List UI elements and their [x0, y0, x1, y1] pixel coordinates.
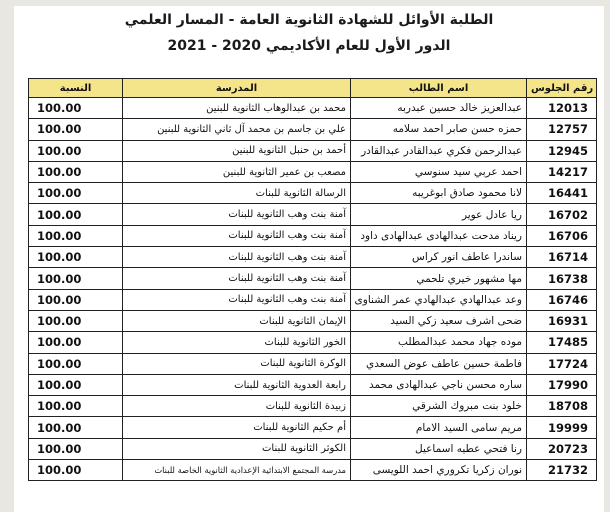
- table-row: [29, 204, 597, 225]
- student-cell: احمد عربي سيد سنوسي: [351, 161, 527, 182]
- percent-cell: 100.00: [29, 289, 123, 310]
- school-cell: آمنة بنت وهب الثانوية للبنات: [123, 225, 351, 246]
- school-cell: أم حكيم الثانوية للبنات: [123, 417, 351, 438]
- school-cell: مصعب بن عمير الثانوية للبنين: [123, 161, 351, 182]
- seat-cell: 16931: [527, 310, 597, 331]
- student-cell: موده جهاد محمد عبدالمطلب: [351, 332, 527, 353]
- student-cell: ريناد مدحت عبدالهادى عبدالهادى داود: [351, 225, 527, 246]
- percent-cell: 100.00: [29, 310, 123, 331]
- seat-cell: 12013: [527, 98, 597, 119]
- school-cell: الإيمان الثانوية للبنات: [123, 310, 351, 331]
- table-row: [29, 247, 597, 268]
- percent-cell: 100.00: [29, 204, 123, 225]
- student-cell: عبدالرحمن فكري عبدالقادر عبدالقادر: [351, 140, 527, 161]
- seat-cell: 16738: [527, 268, 597, 289]
- table-row: [29, 460, 597, 481]
- page-title: الطلبة الأوائل للشهادة الثانوية العامة - المسار العلمي: [124, 12, 494, 28]
- table-row: [29, 310, 597, 331]
- student-cell: خلود بنت مبروك الشرقي: [351, 396, 527, 417]
- seat-cell: 16702: [527, 204, 597, 225]
- student-cell: وعد عبدالهادي عبدالهادي عمر الشناوى: [351, 289, 527, 310]
- table-row: [29, 98, 597, 119]
- table-row: [29, 268, 597, 289]
- seat-cell: 16746: [527, 289, 597, 310]
- percent-cell: 100.00: [29, 332, 123, 353]
- school-cell: زبيدة الثانوية للبنات: [123, 396, 351, 417]
- percent-cell: 100.00: [29, 225, 123, 246]
- school-cell: آمنة بنت وهب الثانوية للبنات: [123, 268, 351, 289]
- percent-cell: 100.00: [29, 268, 123, 289]
- student-cell: مها مشهور خيري تلحمي: [351, 268, 527, 289]
- seat-cell: 12945: [527, 140, 597, 161]
- student-cell: ساره محسن ناجي عبدالهادى محمد: [351, 374, 527, 395]
- percent-cell: 100.00: [29, 98, 123, 119]
- seat-cell: 12757: [527, 119, 597, 140]
- document-page: [14, 6, 604, 512]
- school-cell: الوكرة الثانوية للبنات: [123, 353, 351, 374]
- school-cell: آمنة بنت وهب الثانوية للبنات: [123, 204, 351, 225]
- student-cell: مريم سامى السيد الامام: [351, 417, 527, 438]
- percent-cell: 100.00: [29, 353, 123, 374]
- student-cell: ساندرا عاطف انور كراس: [351, 247, 527, 268]
- percent-cell: 100.00: [29, 417, 123, 438]
- school-cell: علي بن جاسم بن محمد آل ثاني الثانوية للبنين: [123, 119, 351, 140]
- percent-cell: 100.00: [29, 374, 123, 395]
- percent-cell: 100.00: [29, 183, 123, 204]
- student-cell: نوران زكريا تكروري احمد اللويسى: [351, 460, 527, 481]
- table-header-row: [29, 79, 597, 98]
- percent-cell: 100.00: [29, 460, 123, 481]
- table-row: [29, 332, 597, 353]
- student-cell: حمزه حسن صابر احمد سلامه: [351, 119, 527, 140]
- seat-cell: 17990: [527, 374, 597, 395]
- seat-cell: 20723: [527, 438, 597, 459]
- table-row: [29, 289, 597, 310]
- header-student: اسم الطالب: [351, 79, 527, 98]
- seat-cell: 19999: [527, 417, 597, 438]
- seat-cell: 17485: [527, 332, 597, 353]
- school-cell: الرسالة الثانوية للبنات: [123, 183, 351, 204]
- seat-cell: 17724: [527, 353, 597, 374]
- percent-cell: 100.00: [29, 161, 123, 182]
- percent-cell: 100.00: [29, 140, 123, 161]
- school-cell: أحمد بن حنبل الثانوية للبنين: [123, 140, 351, 161]
- table-row: [29, 119, 597, 140]
- student-cell: عبدالعزيز خالد حسين عبدربه: [351, 98, 527, 119]
- header-seat: رقم الجلوس: [527, 79, 597, 98]
- percent-cell: 100.00: [29, 438, 123, 459]
- school-cell: رابعة العدوية الثانوية للبنات: [123, 374, 351, 395]
- table-row: [29, 140, 597, 161]
- seat-cell: 14217: [527, 161, 597, 182]
- seat-cell: 16706: [527, 225, 597, 246]
- seat-cell: 21732: [527, 460, 597, 481]
- student-cell: لانا محمود صادق ابوغريبه: [351, 183, 527, 204]
- header-percent: النسبة: [29, 79, 123, 98]
- percent-cell: 100.00: [29, 396, 123, 417]
- school-cell: آمنة بنت وهب الثانوية للبنات: [123, 247, 351, 268]
- seat-cell: 16714: [527, 247, 597, 268]
- table-row: [29, 396, 597, 417]
- school-cell: الكوثر الثانوية للبنات: [123, 438, 351, 459]
- seat-cell: 18708: [527, 396, 597, 417]
- table-row: [29, 438, 597, 459]
- student-cell: ضحى اشرف سعيد زكي السيد: [351, 310, 527, 331]
- school-cell: مدرسة المجتمع الابتدائية الإعدادية الثانوية الخاصة للبنات: [123, 460, 351, 481]
- results-table: [28, 78, 597, 481]
- table-row: [29, 417, 597, 438]
- student-cell: فاطمة حسين عاطف عوض السعدي: [351, 353, 527, 374]
- table-row: [29, 183, 597, 204]
- table-row: [29, 353, 597, 374]
- percent-cell: 100.00: [29, 119, 123, 140]
- header-school: المدرسة: [123, 79, 351, 98]
- seat-cell: 16441: [527, 183, 597, 204]
- student-cell: ريا عادل عوير: [351, 204, 527, 225]
- table-row: [29, 161, 597, 182]
- table-row: [29, 225, 597, 246]
- page-subtitle: الدور الأول للعام الأكاديمي 2020 - 2021: [167, 38, 451, 54]
- school-cell: آمنة بنت وهب الثانوية للبنات: [123, 289, 351, 310]
- school-cell: محمد بن عبدالوهاب الثانوية للبنين: [123, 98, 351, 119]
- table-row: [29, 374, 597, 395]
- percent-cell: 100.00: [29, 247, 123, 268]
- school-cell: الخور الثانوية للبنات: [123, 332, 351, 353]
- student-cell: رنا فتحي عطيه اسماعيل: [351, 438, 527, 459]
